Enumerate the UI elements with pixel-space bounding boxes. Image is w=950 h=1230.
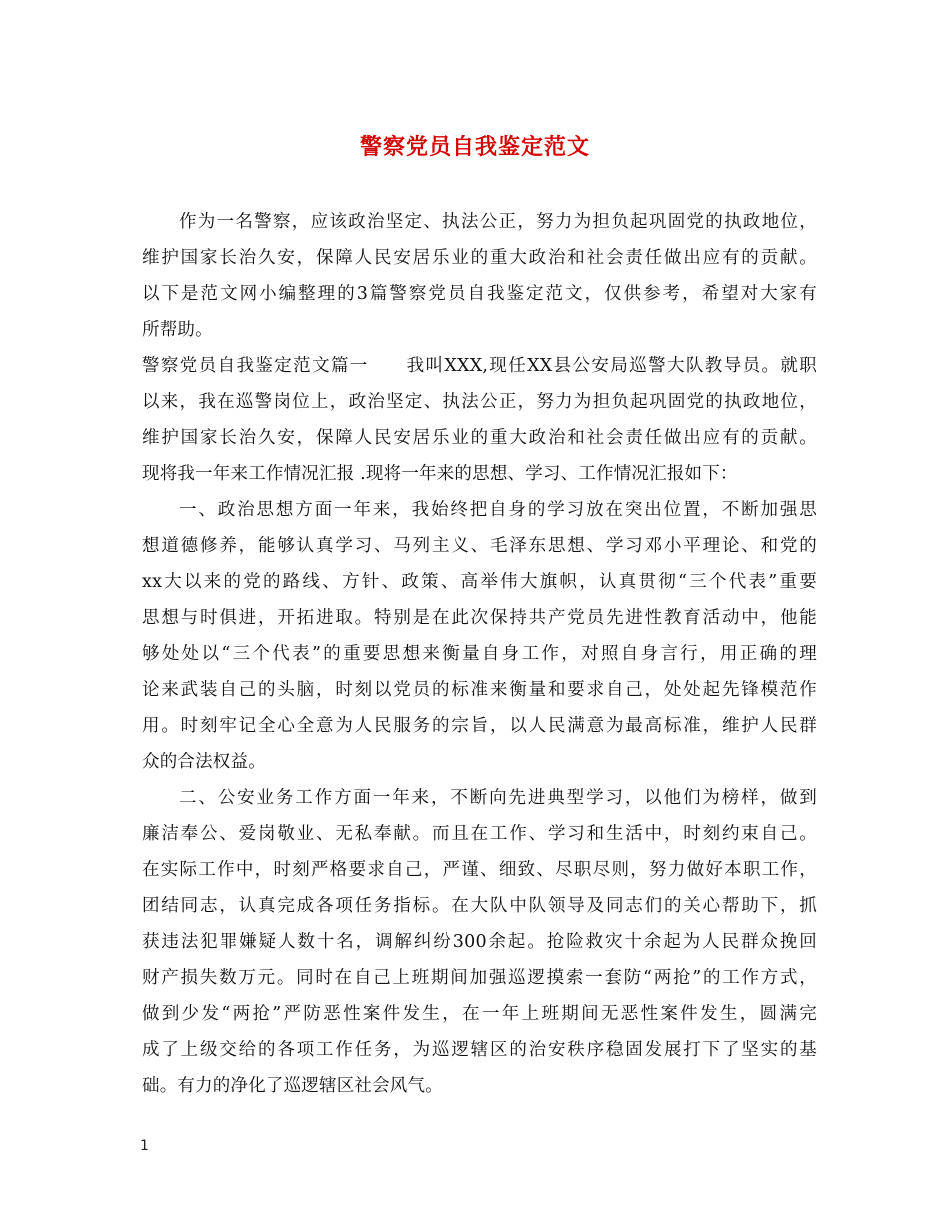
paragraph-line: 思想与时俱进，开拓进取。特别是在此次保持共产党员先进性教育活动中，他能	[142, 608, 817, 628]
paragraph-line: 作为一名警察，应该政治坚定、执法公正，努力为担负起巩固党的执政地位，	[179, 212, 817, 232]
paragraph-line: 础。有力的净化了巡逻辖区社会风气。	[142, 1076, 443, 1096]
paragraph-line: 获违法犯罪嫌疑人数十名，调解纠纷300余起。抢险救灾十余起为人民群众挽回	[142, 932, 817, 952]
document-body	[142, 204, 817, 1104]
paragraph-line: 一、政治思想方面一年来，我始终把自身的学习放在突出位置，不断加强思	[179, 500, 817, 520]
paragraph-line: 以下是范文网小编整理的3篇警察党员自我鉴定范文，仅供参考，希望对大家有	[142, 284, 817, 304]
page-number: 1	[140, 1138, 149, 1154]
document-title: 警察党员自我鉴定范文	[359, 134, 590, 160]
paragraph-line: 财产损失数万元。同时在自己上班期间加强巡逻摸索一套防“两抢”的工作方式，	[142, 968, 817, 988]
paragraph-line: 维护国家长治久安，保障人民安居乐业的重大政治和社会责任做出应有的贡献。	[142, 248, 817, 268]
paragraph-line: xx大以来的党的路线、方针、政策、高举伟大旗帜，认真贯彻“三个代表”重要	[142, 572, 817, 592]
paragraph-line: 够处处以“三个代表”的重要思想来衡量自身工作，对照自身言行，用正确的理	[142, 644, 817, 664]
paragraph-line: 用。时刻牢记全心全意为人民服务的宗旨，以人民满意为最高标准，维护人民群	[142, 716, 817, 736]
paragraph-line: 团结同志，认真完成各项任务指标。在大队中队领导及同志们的关心帮助下，抓	[142, 896, 817, 916]
paragraph-line: 做到少发“两抢”严防恶性案件发生，在一年上班期间无恶性案件发生，圆满完	[142, 1004, 817, 1024]
paragraph-line: 以来，我在巡警岗位上，政治坚定、执法公正，努力为担负起巩固党的执政地位，	[142, 392, 817, 412]
paragraph-line: 众的合法权益。	[142, 752, 266, 772]
paragraph-line: 廉洁奉公、爱岗敬业、无私奉献。而且在工作、学习和生活中，时刻约束自己。	[142, 824, 817, 844]
paragraph-line: 在实际工作中，时刻严格要求自己，严谨、细致、尽职尽则，努力做好本职工作，	[142, 860, 817, 880]
paragraph-line: 维护国家长治久安，保障人民安居乐业的重大政治和社会责任做出应有的贡献。	[142, 428, 817, 448]
paragraph-line: 成了上级交给的各项工作任务，为巡逻辖区的治安秩序稳固发展打下了坚实的基	[142, 1040, 817, 1060]
paragraph-line: 现将我一年来工作情况汇报 .现将一年来的思想、学习、工作情况汇报如下：	[142, 464, 738, 484]
paragraph-line: 想道德修养，能够认真学习、马列主义、毛泽东思想、学习邓小平理论、和党的	[142, 536, 817, 556]
paragraph-line: 警察党员自我鉴定范文篇一 我叫XXX,现任XX县公安局巡警大队教导员。就职	[142, 356, 817, 376]
paragraph-line: 论来武装自己的头脑，时刻以党员的标准来衡量和要求自己，处处起先锋模范作	[142, 680, 817, 700]
paragraph-line: 所帮助。	[142, 320, 213, 340]
paragraph-line: 二、公安业务工作方面一年来，不断向先进典型学习，以他们为榜样，做到	[179, 788, 817, 808]
